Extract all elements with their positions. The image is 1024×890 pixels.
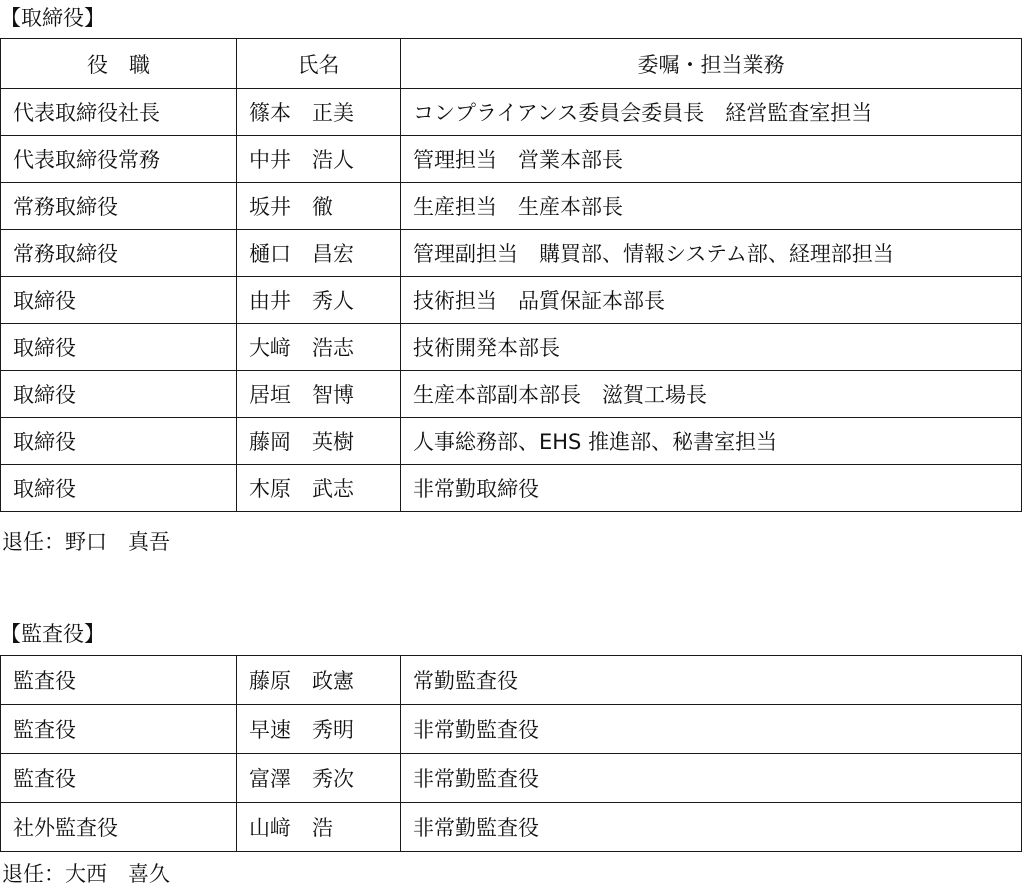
position-cell: 取締役 [1, 277, 237, 324]
name-cell: 藤原 政憲 [237, 656, 401, 705]
table-row [1, 324, 1022, 371]
duty-cell: 技術開発本部長 [401, 324, 1022, 371]
duty-cell: 管理副担当 購買部、情報システム部、経理部担当 [401, 230, 1022, 277]
position-cell: 常務取締役 [1, 230, 237, 277]
duty-cell: 管理担当 営業本部長 [401, 136, 1022, 183]
name-cell: 坂井 徹 [237, 183, 401, 230]
name-cell: 大﨑 浩志 [237, 324, 401, 371]
table-row [1, 754, 1022, 803]
table-row [1, 371, 1022, 418]
name-cell: 早速 秀明 [237, 705, 401, 754]
duty-cell: 非常勤監査役 [401, 803, 1022, 852]
table-row [1, 656, 1022, 705]
position-cell: 取締役 [1, 371, 237, 418]
table-header-row [1, 39, 1022, 89]
position-cell: 監査役 [1, 754, 237, 803]
name-cell: 藤岡 英樹 [237, 418, 401, 465]
table-row [1, 89, 1022, 136]
table-row [1, 803, 1022, 852]
table-row [1, 136, 1022, 183]
duty-cell: 生産本部副本部長 滋賀工場長 [401, 371, 1022, 418]
duty-cell: 非常勤取締役 [401, 465, 1022, 512]
position-cell: 取締役 [1, 418, 237, 465]
duty-cell: 非常勤監査役 [401, 754, 1022, 803]
name-cell: 山﨑 浩 [237, 803, 401, 852]
column-header-duty: 委嘱・担当業務 [401, 39, 1022, 89]
name-cell: 由井 秀人 [237, 277, 401, 324]
duty-cell: 生産担当 生産本部長 [401, 183, 1022, 230]
position-cell: 代表取締役社長 [1, 89, 237, 136]
column-header-position: 役 職 [1, 39, 237, 89]
name-cell: 篠本 正美 [237, 89, 401, 136]
directors-table [0, 38, 1022, 512]
directors-heading: 【取締役】 [0, 6, 105, 30]
position-cell: 監査役 [1, 656, 237, 705]
name-cell: 居垣 智博 [237, 371, 401, 418]
duty-cell: 人事総務部、EHS 推進部、秘書室担当 [401, 418, 1022, 465]
position-cell: 社外監査役 [1, 803, 237, 852]
position-cell: 取締役 [1, 465, 237, 512]
table-row [1, 465, 1022, 512]
position-cell: 取締役 [1, 324, 237, 371]
auditors-retired-note: 退任：大西 喜久 [2, 862, 170, 886]
column-header-name: 氏名 [237, 39, 401, 89]
table-row [1, 183, 1022, 230]
position-cell: 代表取締役常務 [1, 136, 237, 183]
table-row [1, 230, 1022, 277]
auditors-heading: 【監査役】 [0, 622, 105, 646]
duty-cell: 技術担当 品質保証本部長 [401, 277, 1022, 324]
table-row [1, 705, 1022, 754]
duty-cell: コンプライアンス委員会委員長 経営監査室担当 [401, 89, 1022, 136]
table-row [1, 277, 1022, 324]
directors-retired-note: 退任：野口 真吾 [2, 530, 170, 554]
duty-cell: 常勤監査役 [401, 656, 1022, 705]
table-row [1, 418, 1022, 465]
auditors-table [0, 655, 1022, 852]
position-cell: 監査役 [1, 705, 237, 754]
name-cell: 富澤 秀次 [237, 754, 401, 803]
duty-cell: 非常勤監査役 [401, 705, 1022, 754]
name-cell: 樋口 昌宏 [237, 230, 401, 277]
name-cell: 中井 浩人 [237, 136, 401, 183]
name-cell: 木原 武志 [237, 465, 401, 512]
position-cell: 常務取締役 [1, 183, 237, 230]
